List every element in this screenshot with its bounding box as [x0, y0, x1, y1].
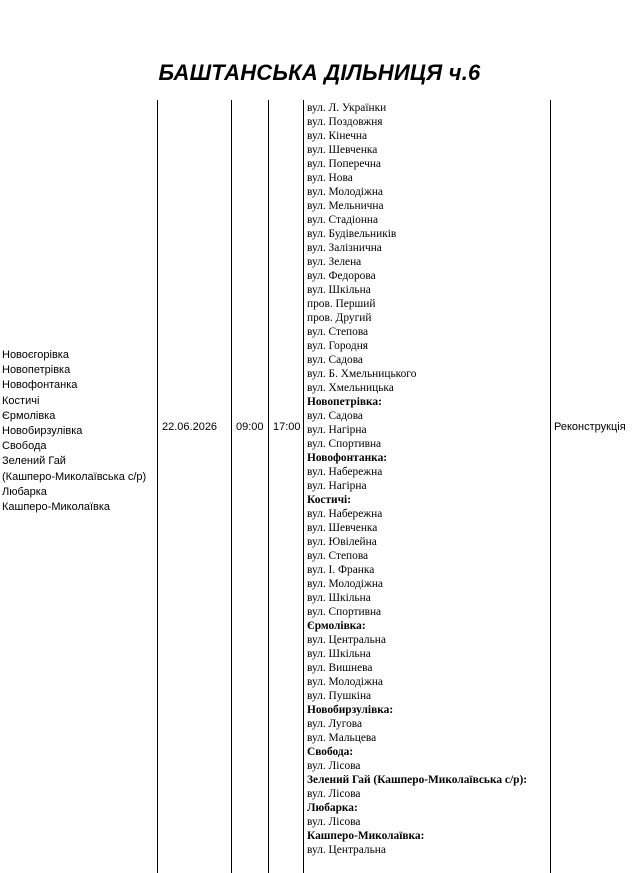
street-item: вул. Набережна: [307, 508, 383, 520]
street-item: вул. Молодіжна: [307, 186, 383, 198]
street-item: вул. Степова: [307, 326, 369, 338]
street-item: вул. Городня: [307, 340, 369, 352]
street-item: вул. Будівельників: [307, 228, 397, 240]
street-item: вул. Нагірна: [307, 424, 367, 436]
settlement-item: (Кашперо-Миколаївська с/р): [2, 470, 147, 483]
street-item: вул. Лісова: [307, 816, 361, 828]
street-item: вул. Вишнева: [307, 662, 373, 674]
column-divider: [550, 100, 551, 873]
settlement-item: Любарка: [2, 485, 47, 498]
street-item: вул. Стадіонна: [307, 214, 379, 226]
settlements-cell: [2, 348, 152, 515]
street-item: вул. Залізнична: [307, 242, 382, 254]
time-end-cell: 17:00: [273, 421, 301, 433]
street-item: вул. Лісова: [307, 788, 361, 800]
street-item: вул. Поздовжня: [307, 116, 383, 128]
street-group-header: Свобода:: [307, 746, 354, 758]
date-cell: 22.06.2026: [162, 421, 218, 433]
street-group-header: Кашперо-Миколаївка:: [307, 830, 425, 842]
street-item: вул. Зелена: [307, 256, 362, 268]
street-item: вул. Ювілейна: [307, 536, 377, 548]
street-group-header: Любарка:: [307, 802, 358, 814]
settlement-item: Новоєгорівка: [2, 349, 69, 361]
street-item: вул. Центральна: [307, 634, 386, 646]
street-item: пров. Перший: [307, 298, 376, 310]
street-item: вул. Шевченка: [307, 144, 378, 156]
street-item: вул. Лісова: [307, 760, 361, 772]
settlement-item: Костичі: [2, 394, 40, 407]
settlement-item: Новобирзулівка: [2, 425, 83, 438]
street-item: вул. Шкільна: [307, 592, 371, 604]
street-group-header: Новофонтанка:: [307, 452, 388, 464]
street-item: вул. Набережна: [307, 466, 383, 478]
column-divider: [231, 100, 232, 873]
street-group-header: Костичі:: [307, 494, 351, 506]
street-item: вул. Мельнична: [307, 200, 384, 212]
street-item: вул. Федорова: [307, 270, 376, 282]
street-item: вул. Шкільна: [307, 648, 371, 660]
street-item: вул. Пушкіна: [307, 690, 372, 702]
street-item: вул. Б. Хмельницького: [307, 368, 417, 380]
street-item: вул. Лугова: [307, 718, 363, 730]
street-item: вул. Молодіжна: [307, 578, 383, 590]
street-item: вул. Хмельницька: [307, 382, 394, 394]
street-item: вул. Нагірна: [307, 480, 367, 492]
street-group-header: Зелений Гай (Кашперо-Миколаївська с/р):: [307, 774, 528, 786]
street-item: вул. Садова: [307, 410, 363, 422]
street-group-header: Новопетрівка:: [307, 396, 382, 408]
street-item: вул. Спортивна: [307, 438, 382, 450]
settlement-item: Новопетрівка: [2, 364, 71, 377]
settlement-item: Зелений Гай: [2, 455, 66, 468]
page-title: БАШТАНСЬКА ДІЛЬНИЦЯ ч.6: [158, 60, 481, 85]
settlement-item: Єрмолівка: [2, 409, 56, 422]
street-item: вул. І. Франка: [307, 564, 375, 576]
street-item: вул. Нова: [307, 172, 353, 184]
settlement-item: Свобода: [2, 440, 47, 453]
time-start-cell: 09:00: [236, 421, 264, 433]
street-item: вул. Поперечна: [307, 158, 381, 170]
street-item: вул. Садова: [307, 354, 363, 366]
street-item: вул. Шкільна: [307, 284, 371, 296]
street-item: вул. Степова: [307, 550, 369, 562]
column-divider: [303, 100, 304, 873]
column-divider: [268, 100, 269, 873]
street-item: вул. Центральна: [307, 844, 386, 856]
street-item: вул. Л. Українки: [307, 102, 387, 114]
settlement-item: Новофонтанка: [2, 379, 78, 392]
street-item: вул. Шевченка: [307, 522, 378, 534]
street-item: вул. Кінечна: [307, 130, 368, 142]
reason-cell: Реконструкція: [554, 421, 626, 433]
street-item: вул. Молодіжна: [307, 676, 383, 688]
street-item: вул. Спортивна: [307, 606, 382, 618]
streets-cell: [307, 101, 547, 857]
settlement-item: Кашперо-Миколаївка: [2, 501, 111, 514]
column-divider: [157, 100, 158, 873]
street-group-header: Новобирзулівка:: [307, 704, 394, 716]
street-item: вул. Мальцева: [307, 732, 377, 744]
street-group-header: Єрмолівка:: [307, 620, 366, 632]
street-item: пров. Другий: [307, 312, 372, 324]
